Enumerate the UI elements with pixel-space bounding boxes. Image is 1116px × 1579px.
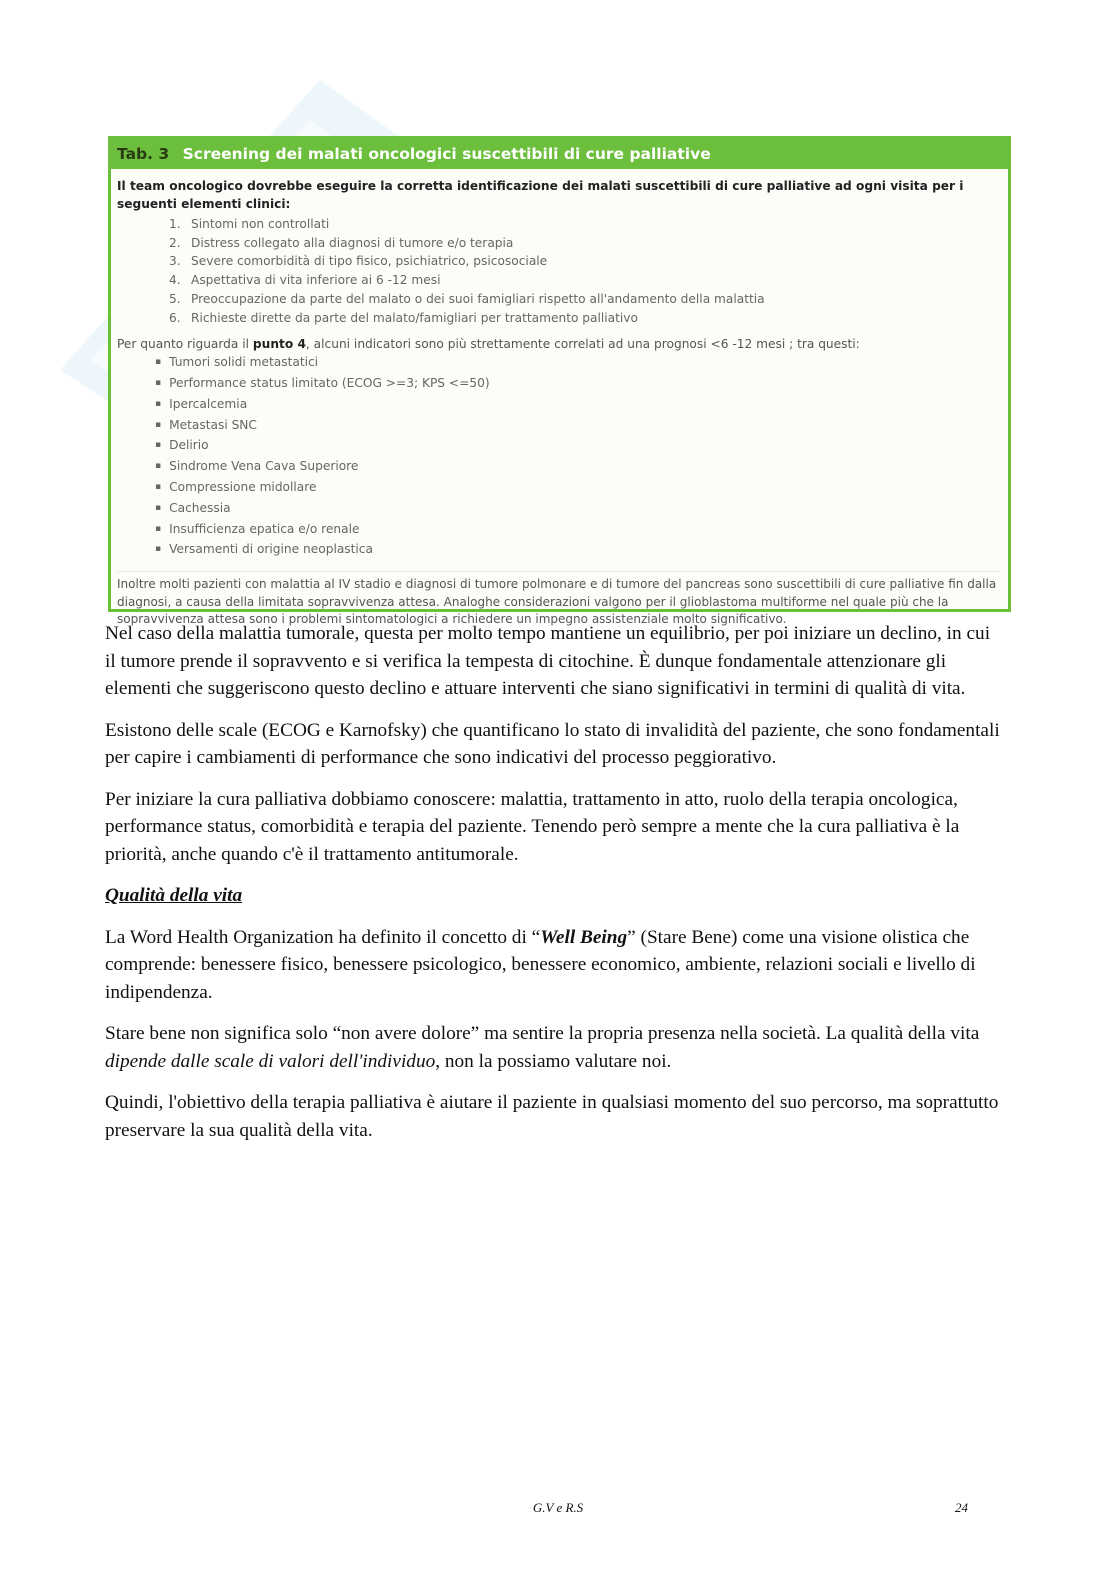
table-header xyxy=(111,139,1008,169)
paragraph: Per iniziare la cura palliativa dobbiamo conoscere: malattia, trattamento in atto, ruolo della terapia oncologica, performance status, comorbidità e terapia del paziente. Tenendo però sempre a mente che la cura palliativa è la priorità, anche quando c'è il trattamento antitumorale. xyxy=(105,788,960,865)
table-closing-note: Inoltre molti pazienti con malattia al IV stadio e diagnosi di tumore polmonare e di tumore del pancreas sono suscettibili di cure palliative fin dalla diagnosi, a causa della limitata sopravvivenza attesa. Analoghe considerazioni valgono per il glioblastoma multiforme nel quale più che la sopravvivenza attesa sono i problemi sintomatologici a richiedere un impegno assistenziale molto significativo. xyxy=(117,571,1000,629)
list-item: ▪ Compressione midollare xyxy=(155,478,1000,499)
list-item: ▪ Metastasi SNC xyxy=(155,416,1000,437)
list-item: 4. Aspettativa di vita inferiore ai 6 -12 mesi xyxy=(169,273,441,288)
list-item: 2. Distress collegato alla diagnosi di tumore e/o terapia xyxy=(169,235,514,250)
list-item: ▪ Ipercalcemia xyxy=(155,395,1000,416)
list-item: ▪ Versamenti di origine neoplastica xyxy=(155,540,1000,561)
indicator-list xyxy=(117,353,1000,561)
section-title: Qualità della vita xyxy=(105,885,243,906)
list-item: 6. Richieste dirette da parte del malato/famigliari per trattamento palliativo xyxy=(169,310,638,325)
table-intro: Il team oncologico dovrebbe eseguire la corretta identificazione dei malati suscettibili di cure palliative ad ogni visita per i seguenti elementi clinici: xyxy=(117,179,964,211)
body-text xyxy=(105,620,1005,1158)
table-body xyxy=(111,169,1008,629)
paragraph: Quindi, l'obiettivo della terapia palliativa è aiutare il paziente in qualsiasi momento del suo percorso, ma soprattutto preservare la sua qualità della vita. xyxy=(105,1092,999,1141)
list-item: ▪ Performance status limitato (ECOG >=3; KPS <=50) xyxy=(155,374,1000,395)
page-number: 24 xyxy=(955,1500,968,1515)
paragraph: Stare bene non significa solo “non avere dolore” ma sentire la propria presenza nella società. La qualità della vita dipende dalle scale di valori dell'individuo, non la possiamo valutare noi. xyxy=(105,1023,980,1072)
paragraph: Nel caso della malattia tumorale, questa per molto tempo mantiene un equilibrio, per poi iniziare un declino, in cui il tumore prende il sopravvento e si verifica la tempesta di citochine. È dunque fondamentale attenzionare gli elementi che suggeriscono questo declino e attuare interventi che siano significativi in termini di qualità di vita. xyxy=(105,623,991,699)
list-item: 1. Sintomi non controllati xyxy=(169,217,330,231)
list-item: ▪ Sindrome Vena Cava Superiore xyxy=(155,457,1000,478)
list-item: 3. Severe comorbidità di tipo fisico, psichiatrico, psicosociale xyxy=(169,254,548,269)
paragraph: Esistono delle scale (ECOG e Karnofsky) che quantificano lo stato di invalidità del paziente, che sono fondamentali per capire i cambiamenti di performance che sono indicativi del processo peggiorativo. xyxy=(105,719,1000,768)
paragraph: La Word Health Organization ha definito il concetto di “Well Being” (Stare Bene) come una visione olistica che comprende: benessere fisico, benessere psicologico, benessere economico, ambiente, relazioni sociali e livello di indipendenza. xyxy=(105,926,976,1003)
table-label: Tab. 3 xyxy=(117,145,170,163)
table-title: Screening dei malati oncologici suscettibili di cure palliative xyxy=(182,145,711,163)
list-item: ▪ Delirio xyxy=(155,436,1000,457)
list-item: 5. Preoccupazione da parte del malato o dei suoi famigliari rispetto all'andamento della malattia xyxy=(169,291,765,306)
list-item: ▪ Insufficienza epatica e/o renale xyxy=(155,520,1000,541)
list-item: ▪ Tumori solidi metastatici xyxy=(155,353,1000,374)
list-item: ▪ Cachessia xyxy=(155,499,1000,520)
footer-authors: G.V e R.S xyxy=(532,1500,584,1515)
screening-table xyxy=(108,136,1011,627)
criteria-list xyxy=(117,215,1000,327)
point4-paragraph: Per quanto riguarda il punto 4, alcuni indicatori sono più strettamente correlati ad una prognosi <6 -12 mesi ; tra questi: xyxy=(117,337,860,352)
